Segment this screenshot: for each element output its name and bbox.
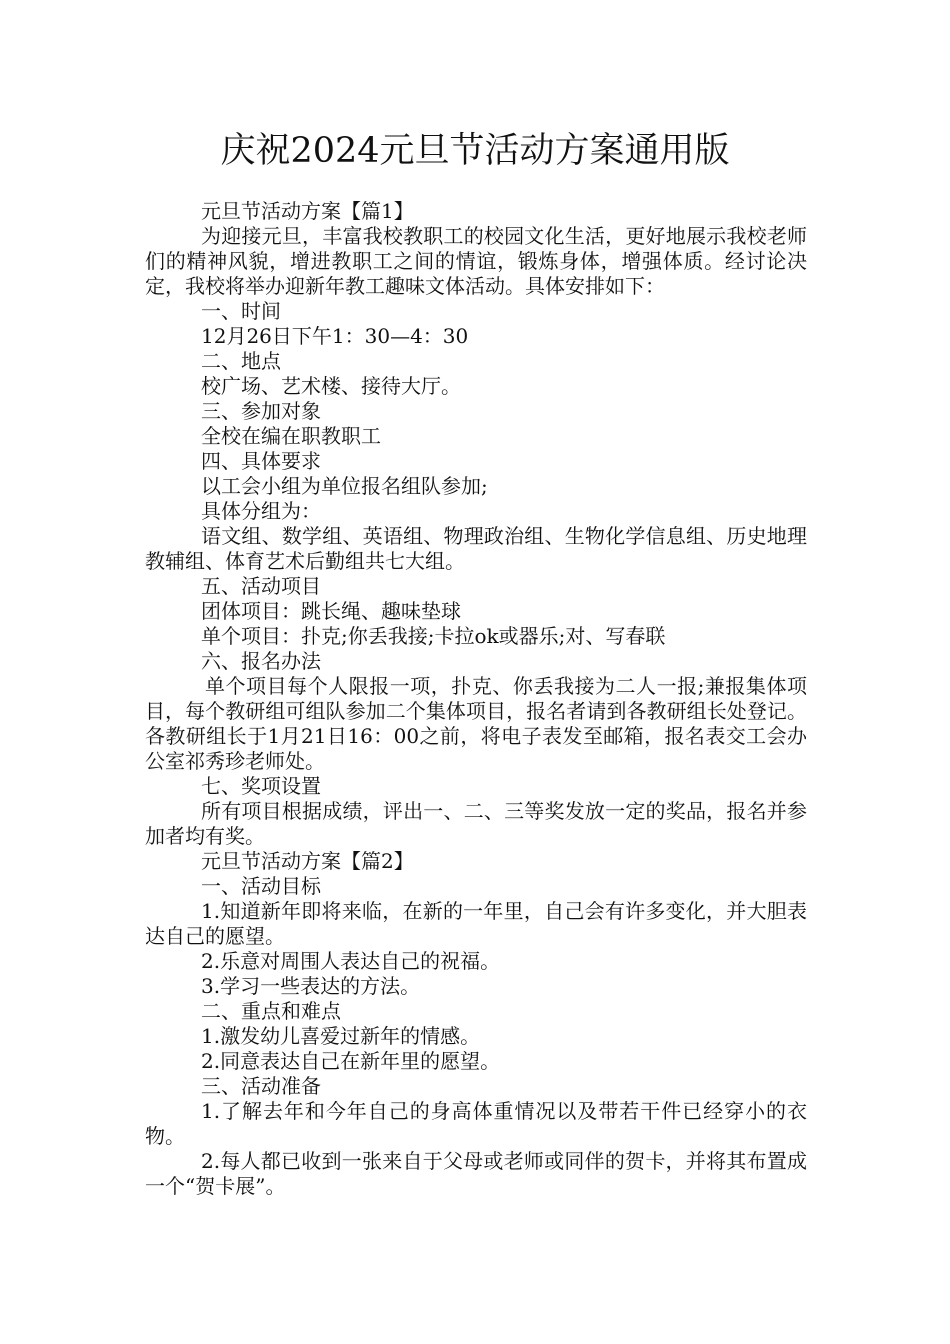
heading-participants: 三、参加对象 (201, 399, 321, 423)
section-heading-part-2: 元旦节活动方案【篇2】 (201, 849, 414, 873)
paragraph-goal-3: 3.学习一些表达的方法。 (201, 974, 421, 998)
paragraph-awards: 所有项目根据成绩，评出一、二、三等奖发放一定的奖品，报名并参加者均有奖。 (145, 799, 807, 848)
paragraph-registration: 单个项目每个人限报一项，扑克、你丢我接为二人一报;兼报集体项目，每个教研组可组队参加二个集体项目，报名者请到各教研组长处登记。各教研组长于1月21日16：00之前，将电子表发至邮箱，报名表交工会办公室祁秀珍老师处。 (145, 674, 807, 773)
paragraph-key-point-2: 2.同意表达自己在新年里的愿望。 (201, 1049, 501, 1073)
paragraph-intro: 为迎接元旦，丰富我校教职工的校园文化生活，更好地展示我校老师们的精神风貌，增进教职工之间的情谊，锻炼身体，增强体质。经讨论决定，我校将举办迎新年教工趣味文体活动。具体安排如下： (145, 224, 807, 298)
paragraph-requirements: 以工会小组为单位报名组队参加; (201, 474, 488, 498)
heading-preparation: 三、活动准备 (201, 1074, 321, 1098)
heading-time: 一、时间 (201, 299, 281, 323)
paragraph-preparation-2: 2.每人都已收到一张来自于父母或老师或同伴的贺卡，并将其布置成一个“贺卡展”。 (145, 1149, 807, 1198)
paragraph-time: 12月26日下午1：30—4：30 (201, 324, 469, 348)
paragraph-participants: 全校在编在职教职工 (201, 424, 381, 448)
heading-registration: 六、报名办法 (201, 649, 321, 673)
paragraph-key-point-1: 1.激发幼儿喜爱过新年的情感。 (201, 1024, 481, 1048)
heading-requirements: 四、具体要求 (201, 449, 321, 473)
paragraph-goal-1: 1.知道新年即将来临，在新的一年里，自己会有许多变化，并大胆表达自己的愿望。 (145, 899, 807, 948)
paragraph-goal-2: 2.乐意对周围人表达自己的祝福。 (201, 949, 501, 973)
heading-location: 二、地点 (201, 349, 281, 373)
heading-activities: 五、活动项目 (201, 574, 321, 598)
paragraph-location: 校广场、艺术楼、接待大厅。 (201, 374, 461, 398)
document-title: 庆祝2024元旦节活动方案通用版 (220, 131, 730, 171)
paragraph-preparation-1: 1.了解去年和今年自己的身高体重情况以及带若干件已经穿小的衣物。 (145, 1099, 807, 1148)
heading-goals: 一、活动目标 (201, 874, 321, 898)
heading-key-points: 二、重点和难点 (201, 999, 341, 1023)
paragraph-groups: 语文组、数学组、英语组、物理政治组、生物化学信息组、历史地理教辅组、体育艺术后勤组共七大组。 (145, 524, 807, 573)
section-heading-part-1: 元旦节活动方案【篇1】 (201, 199, 414, 223)
document-body (145, 199, 807, 1199)
heading-awards: 七、奖项设置 (201, 774, 321, 798)
paragraph-team-events: 团体项目：跳长绳、趣味垫球 (201, 599, 461, 623)
paragraph-grouping-label: 具体分组为： (201, 499, 321, 523)
paragraph-individual-events: 单个项目：扑克;你丢我接;卡拉ok或器乐;对、写春联 (201, 624, 666, 648)
